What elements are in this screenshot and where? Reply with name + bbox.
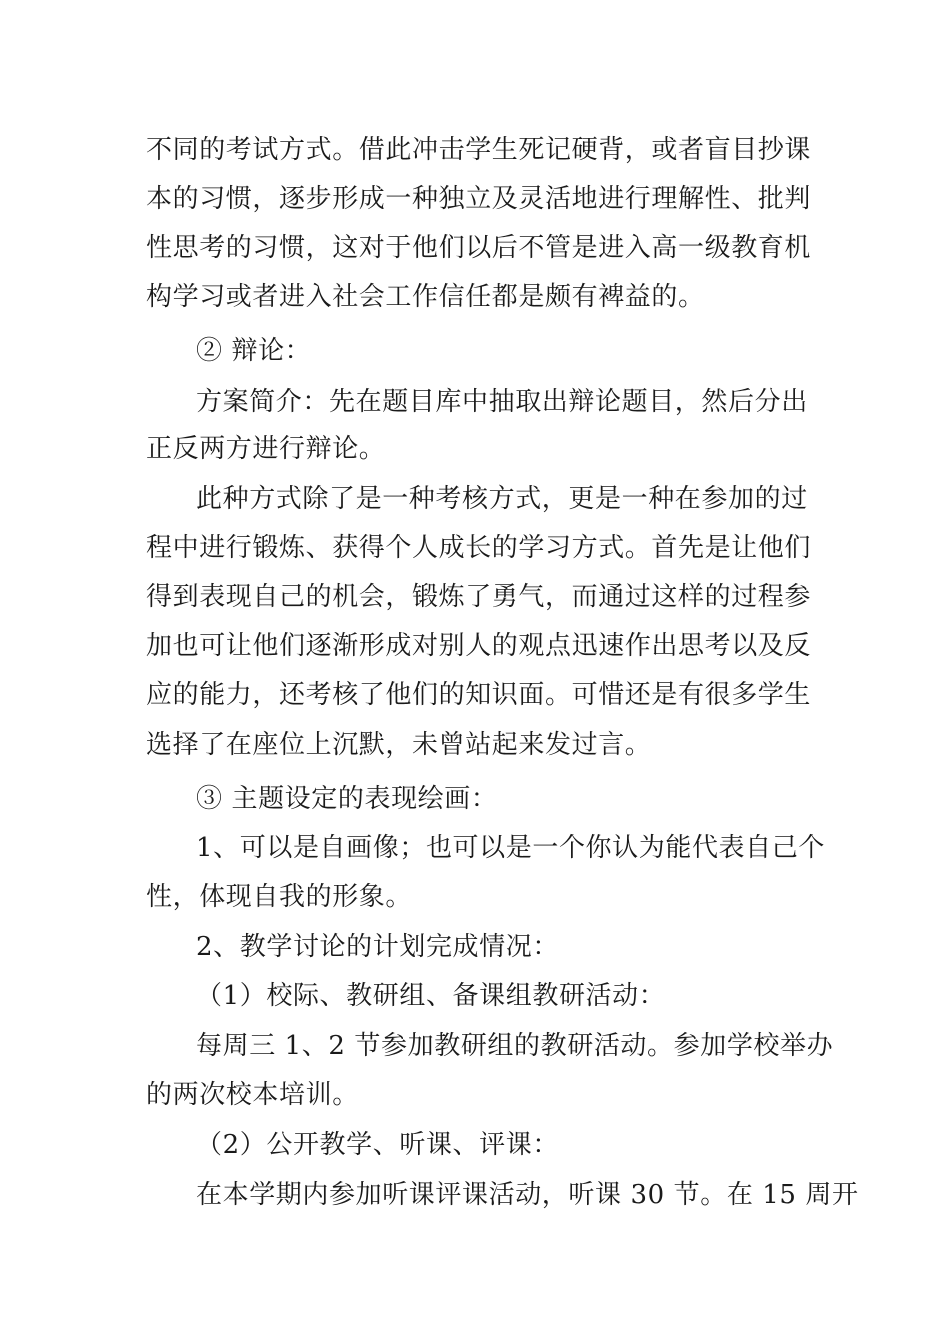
section-heading-discussion: 2、教学讨论的计划完成情况：: [196, 932, 559, 962]
subsection-heading-open-teaching: （2）公开教学、听课、评课：: [196, 1130, 559, 1160]
paragraph-line: 应的能力，还考核了他们的知识面。可惜还是有很多学生: [146, 680, 812, 710]
paragraph-line: 方案简介：先在题目库中抽取出辩论题目，然后分出: [196, 387, 808, 417]
paragraph-line: 得到表现自己的机会，锻炼了勇气，而通过这样的过程参: [146, 582, 812, 612]
paragraph-line: 构学习或者进入社会工作信任都是颇有裨益的。: [146, 282, 705, 312]
paragraph-line: 性，体现自我的形象。: [146, 882, 413, 912]
paragraph-line: 此种方式除了是一种考核方式，更是一种在参加的过: [196, 484, 808, 514]
paragraph-line: 本的习惯，逐步形成一种独立及灵活地进行理解性、批判: [146, 184, 812, 214]
paragraph-line: 1、可以是自画像；也可以是一个你认为能代表自己个: [196, 833, 825, 863]
paragraph-line: 程中进行锻炼、获得个人成长的学习方式。首先是让他们: [146, 533, 812, 563]
section-heading-painting: ③ 主题设定的表现绘画：: [196, 784, 498, 814]
subsection-heading-research: （1）校际、教研组、备课组教研活动：: [196, 981, 666, 1011]
paragraph-line: 性思考的习惯，这对于他们以后不管是进入高一级教育机: [146, 233, 812, 263]
paragraph-line: 选择了在座位上沉默，未曾站起来发过言。: [146, 730, 652, 760]
section-heading-debate: ② 辩论：: [196, 336, 312, 366]
paragraph-line: 不同的考试方式。借此冲击学生死记硬背，或者盲目抄课: [146, 135, 812, 165]
paragraph-line: 在本学期内参加听课评课活动，听课 30 节。在 15 周开: [196, 1180, 859, 1210]
paragraph-line: 的两次校本培训。: [146, 1080, 359, 1110]
paragraph-line: 加也可让他们逐渐形成对别人的观点迅速作出思考以及反: [146, 631, 812, 661]
paragraph-line: 每周三 1、2 节参加教研组的教研活动。参加学校举办: [196, 1031, 834, 1061]
paragraph-line: 正反两方进行辩论。: [146, 434, 386, 464]
